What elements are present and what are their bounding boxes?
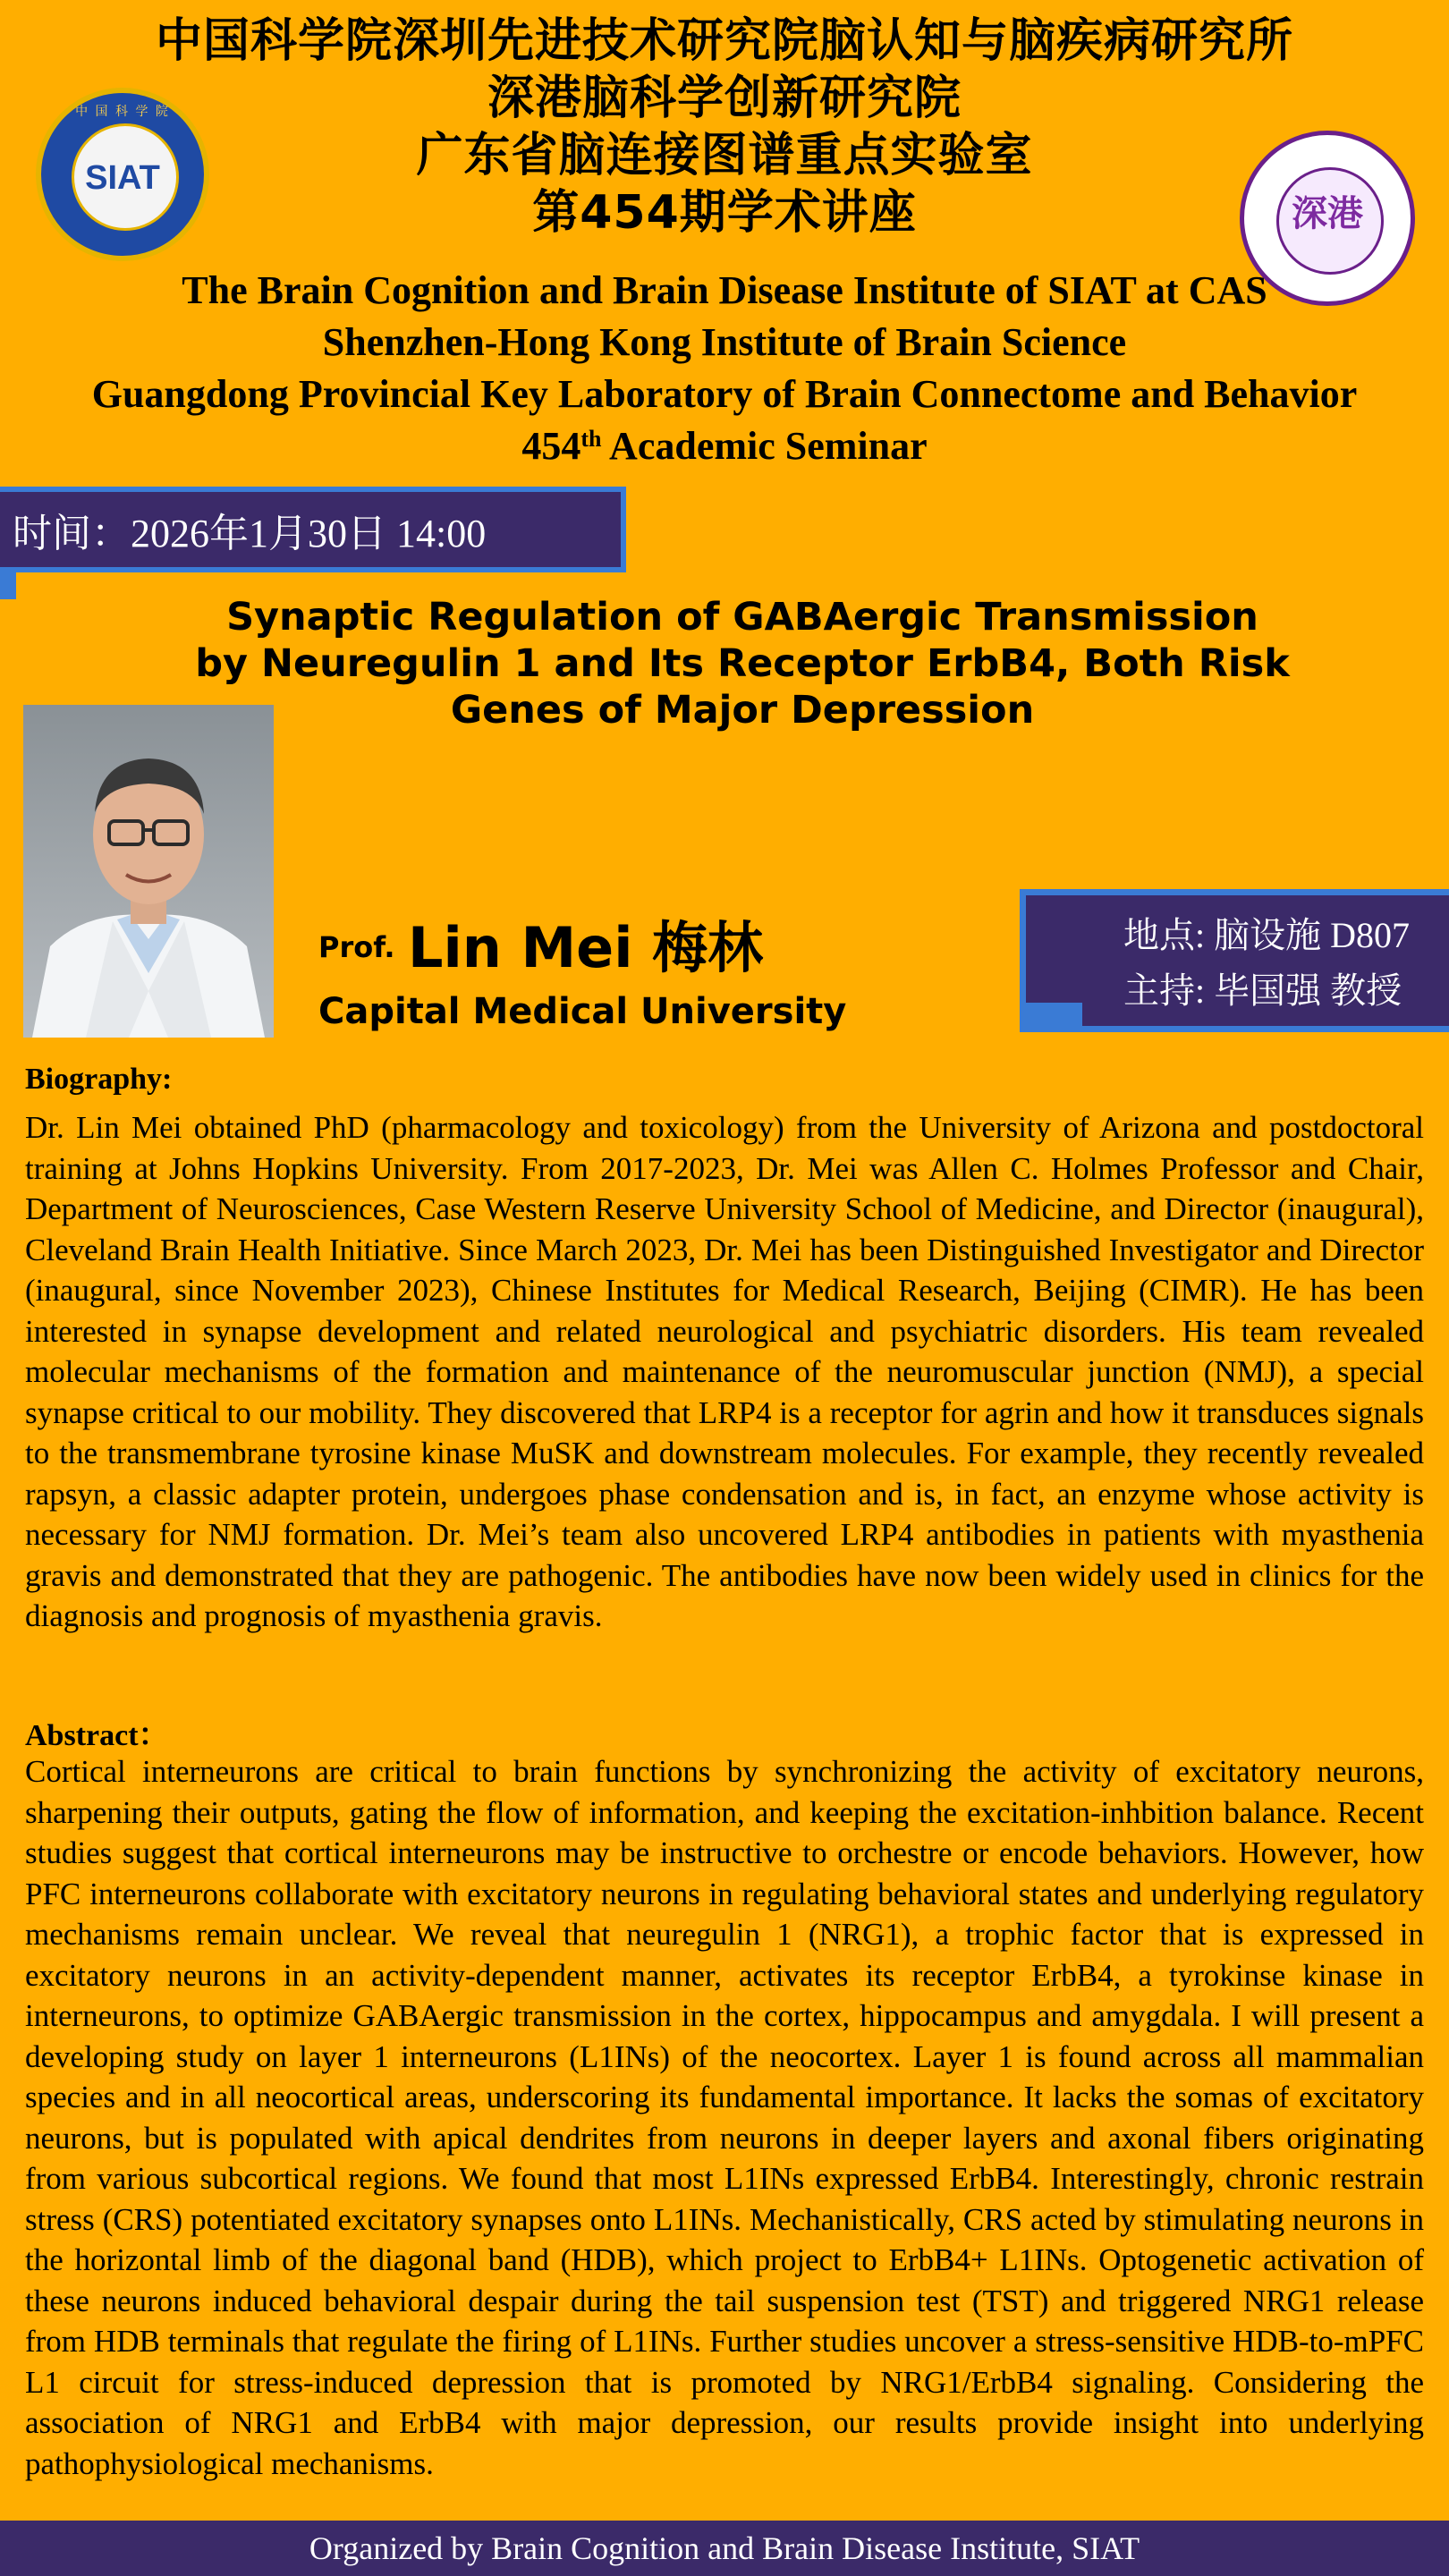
talk-title-line: Synaptic Regulation of GABAergic Transmission	[226, 595, 1258, 640]
time-label: 时间：2026年1月30日 14:00	[13, 512, 487, 555]
abstract-text: Cortical interneurons are critical to brain functions by synchronizing the activity of excitatory neurons, sharpening their outputs, gating the flow of information, and keeping the excitation-inhbition balance. Recent studies suggest that cortical interneurons may be instructive to orchestre or encode behaviors. However, how PFC interneurons collaborate with excitatory neurons in regulating behavioral states and underlying regulatory mechanisms remain unclear. We reveal that neuregulin 1 (NRG1), a trophic factor that is expressed in excitatory neurons in an activity-dependent manner, activates its receptor ErbB4, a tyrokinse kinase in interneurons, to optimize GABAergic transmission in the cortex, hippocampus and amygdala. I will present a developing study on layer 1 interneurons (L1INs) of the neocortex. Layer 1 is found across all mammalian species and in all neocortical areas, underscoring its fundamental importance. It lacks the somas of excitatory neurons, but is populated with apical dendrites from neurons in deeper layers and axonal fibers originating from various subcortical regions. We found that most L1INs expressed ErbB4. Interestingly, chronic restrain stress (CRS) potentiated excitatory synapses onto L1INs. Mechanistically, CRS acted by stimulating neurons in the horizontal limb of the diagonal band (HDB), which project to ErbB4+ L1INs. Optogenetic activation of these neurons induced behavioral despair during the tail suspension test (TST) and triggered NRG1 release from HDB terminals that regulate the firing of L1INs. Further studies uncover a stress-sensitive HDB-to-mPFC L1 circuit for stress-induced depression that is promoted by NRG1/ErbB4 signaling. Considering the association of NRG1 and ErbB4 with major depression, our results provide insight into underlying pathophysiological mechanisms.	[25, 1754, 1424, 2481]
speaker-prefix: Prof.	[318, 930, 395, 964]
seminar-suffix: th	[580, 426, 602, 452]
siat-logo	[36, 88, 209, 261]
speaker-name: Lin Mei 梅林	[408, 915, 764, 980]
host-label: 主持: 毕国强 教授	[1123, 970, 1402, 1011]
footer-organizer: Organized by Brain Cognition and Brain Disease Institute, SIAT	[0, 2521, 1449, 2576]
en-title-line: Guangdong Provincial Key Laboratory of Brain Connectome and Behavior	[91, 372, 1358, 416]
location-banner-notch	[1020, 1003, 1082, 1032]
talk-title-line: by Neuregulin 1 and Its Receptor ErbB4, Both Risk	[195, 641, 1290, 686]
time-banner-tab	[0, 572, 16, 599]
talk-title-line: Genes of Major Depression	[450, 688, 1035, 733]
english-title	[0, 265, 1449, 472]
biography-heading: Biography:	[25, 1063, 173, 1096]
seminar-number: 454	[521, 424, 581, 468]
chinese-title	[0, 13, 1449, 242]
abstract-heading: Abstract：	[25, 1719, 169, 1752]
siat-logo-text: SIAT	[85, 159, 160, 197]
location-label: 地点: 脑设施 D807	[1123, 915, 1410, 955]
en-title-line: The Brain Cognition and Brain Disease Institute of SIAT at CAS	[182, 268, 1267, 312]
biography-text: Dr. Lin Mei obtained PhD (pharmacology and toxicology) from the University of Arizona and postdoctoral training at Johns Hopkins University. From 2017-2023, Dr. Mei was Allen C. Holmes Professor and Chair, Department of Neurosciences, Case Western Reserve University School of Medicine, and Director (inaugural), Cleveland Brain Health Initiative. Since March 2023, Dr. Mei has been Distinguished Investigator and Director (inaugural, since November 2023), Chinese Institutes for Medical Research, Beijing (CIMR). He has been interested in synapse development and related neurological and psychiatric disorders. His team revealed molecular mechanisms of the formation and maintenance of the neuromuscular junction (NMJ), a special synapse critical to our mobility. They discovered that LRP4 is a receptor for agrin and how it transduces signals to the transmembrane tyrosine kinase MuSK and downstream molecules. For example, they recently revealed rapsyn, a classic adapter protein, undergoes phase condensation and is, in fact, an enzyme whose activity is necessary for NMJ formation. Dr. Mei’s team also uncovered LRP4 antibodies in patients with myasthenia gravis and demonstrated that they are pathogenic. The antibodies have now been widely used in clinics for the diagnosis and prognosis of myasthenia gravis.	[25, 1110, 1424, 1633]
cn-title-line: 中国科学院深圳先进技术研究院脑认知与脑疾病研究所	[155, 14, 1293, 68]
speaker-affiliation: Capital Medical University	[318, 991, 847, 1032]
speaker-photo-illustration	[23, 705, 274, 1038]
cn-title-line: 深港脑科学创新研究院	[487, 72, 962, 125]
cn-title-line: 广东省脑连接图谱重点实验室	[416, 129, 1033, 182]
seminar-line	[0, 420, 1449, 472]
speaker-photo	[23, 705, 274, 1038]
brain-logo-text: 深港	[1292, 193, 1363, 234]
seminar-text: Academic Seminar	[601, 424, 928, 468]
siat-logo-arc-text: 中 国 科 学 院	[75, 105, 170, 119]
en-title-line: Shenzhen-Hong Kong Institute of Brain Science	[322, 320, 1127, 364]
cn-title-line: 第454期学术讲座	[532, 186, 917, 240]
